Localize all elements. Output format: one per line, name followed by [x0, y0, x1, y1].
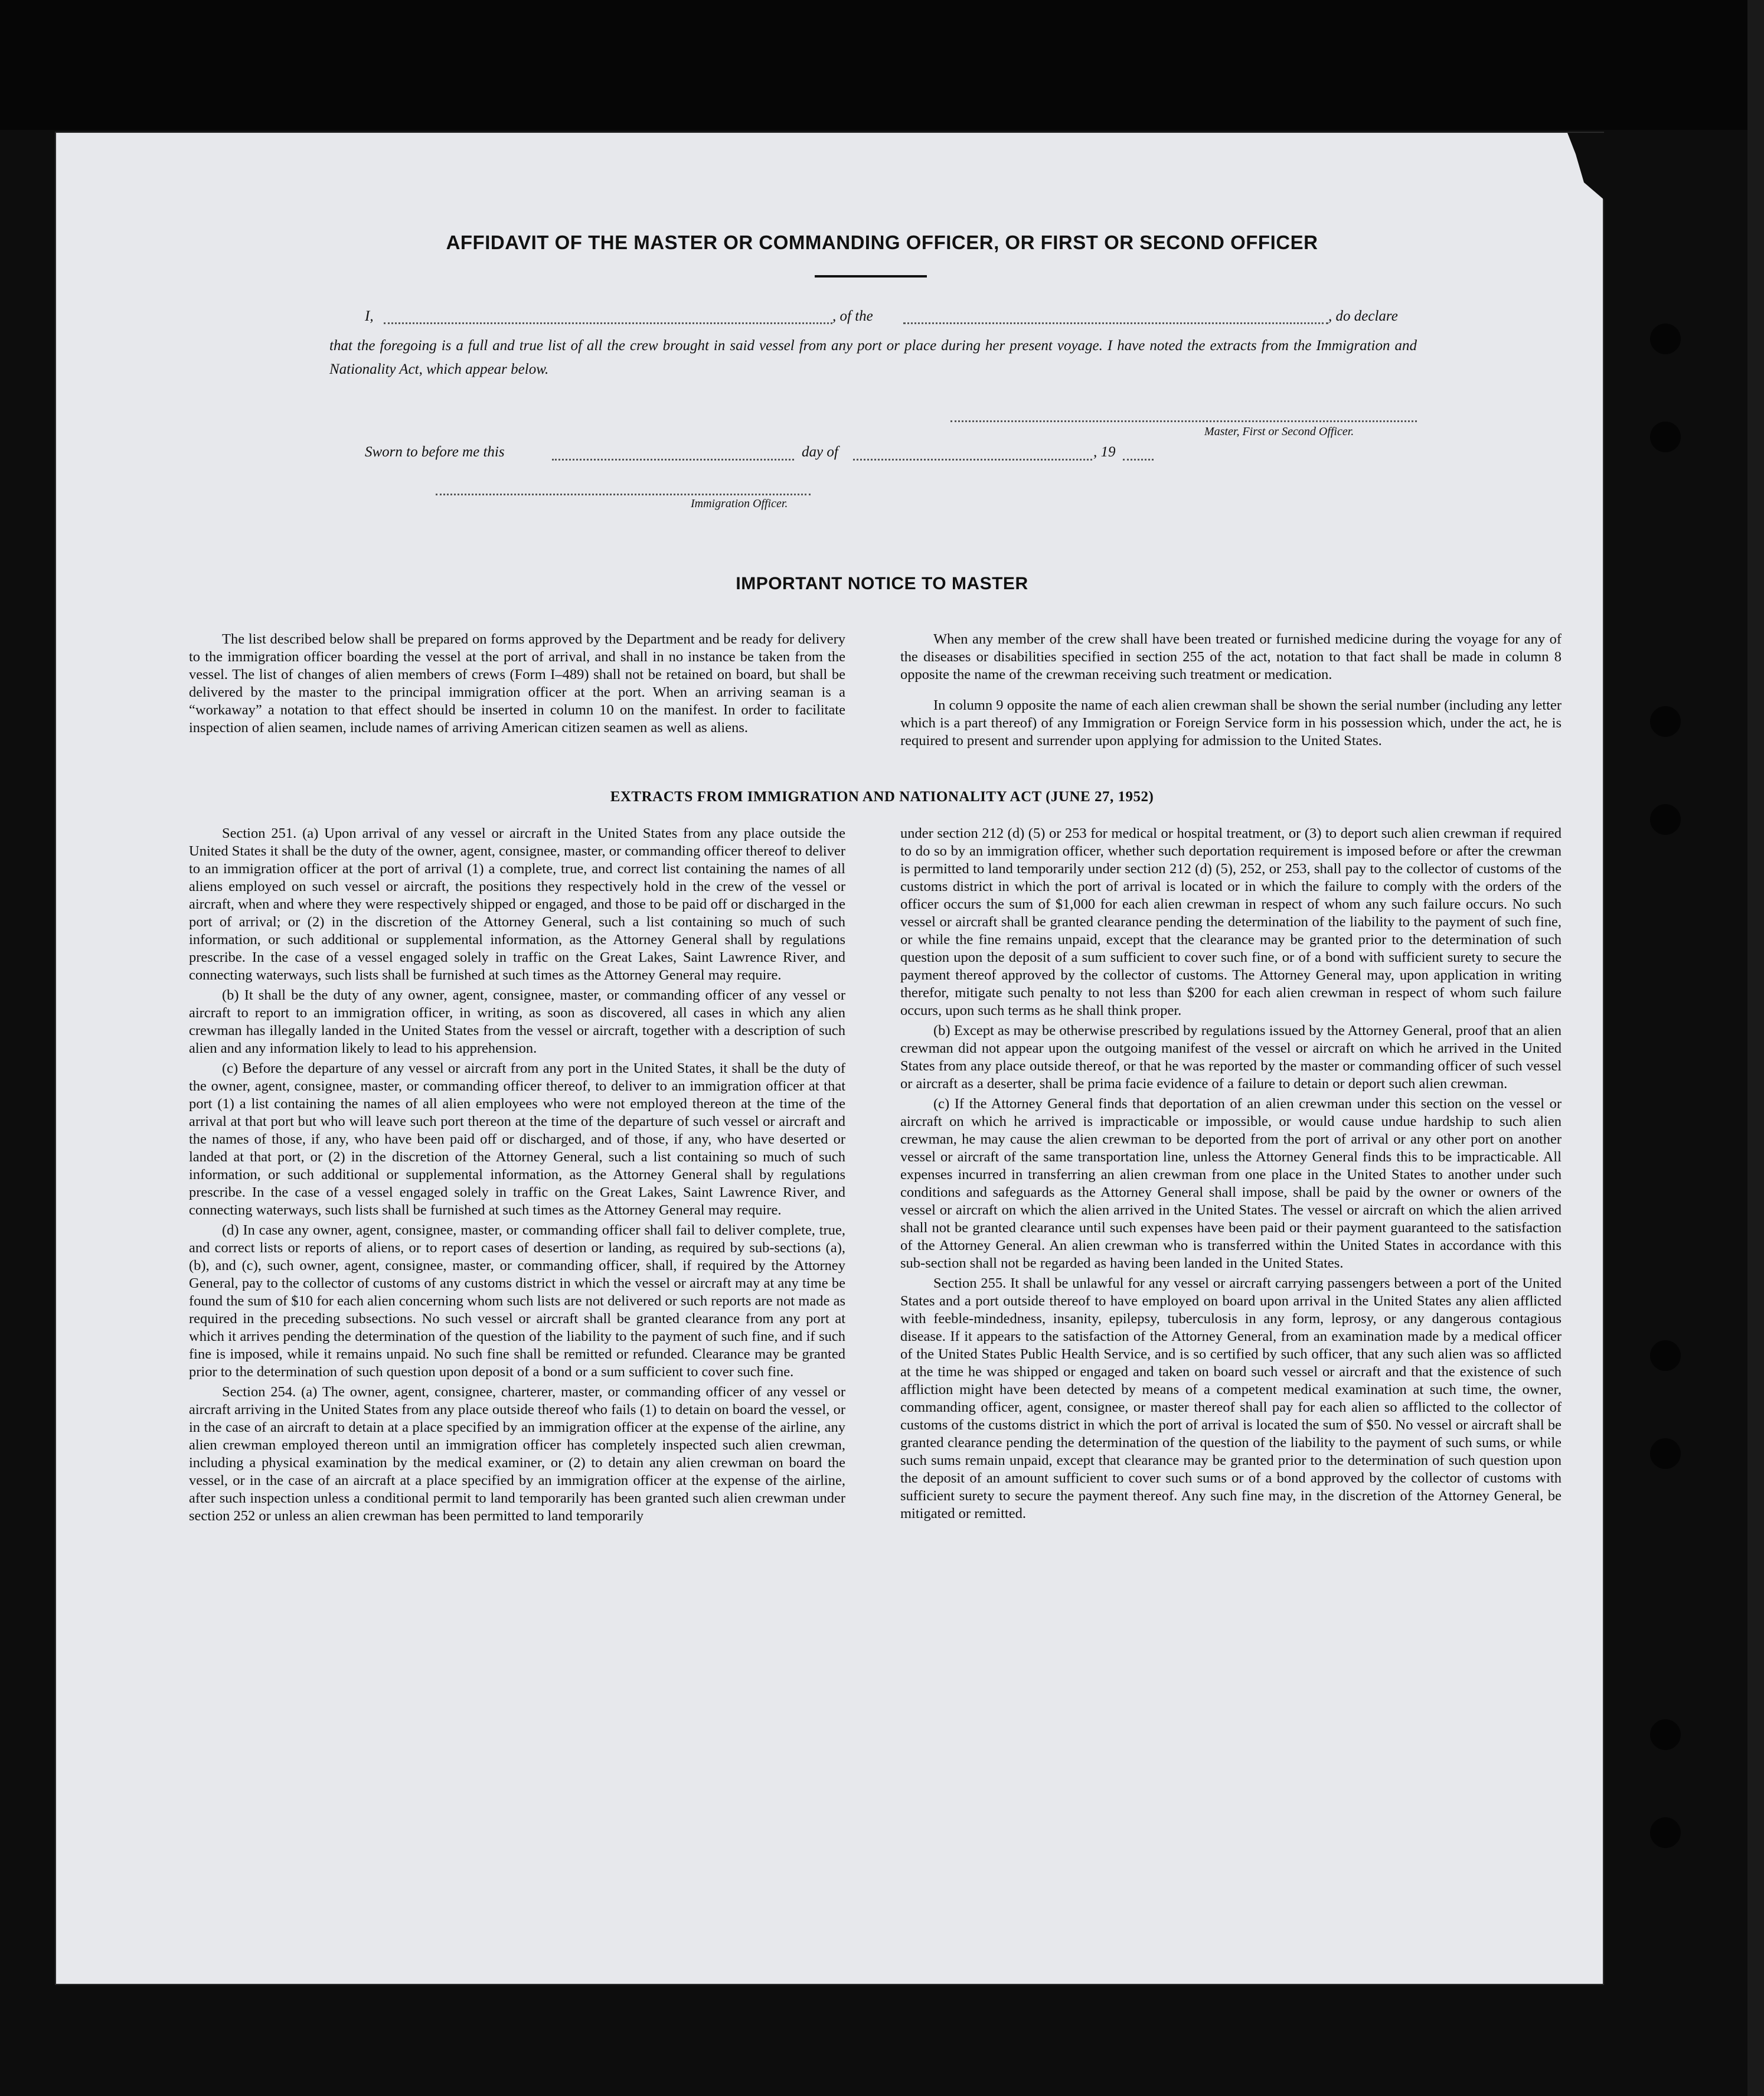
notice-title: IMPORTANT NOTICE TO MASTER — [736, 574, 1028, 593]
punch-hole — [1650, 804, 1681, 835]
declaration-do-declare-label: , do declare — [1328, 308, 1398, 324]
extracts-right-column — [900, 825, 1562, 1525]
vessel-name-field[interactable] — [903, 322, 1328, 324]
year-prefix-label: , 19 — [1093, 444, 1116, 460]
notice-left-column — [189, 631, 845, 739]
punch-hole — [1650, 1438, 1681, 1469]
affidavit-title: AFFIDAVIT OF THE MASTER OR COMMANDING OFFICER, OR FIRST OR SECOND OFFICER — [446, 231, 1318, 253]
master-signature-field[interactable] — [950, 420, 1417, 422]
act-section-paragraph: under section 212 (d) (5) or 253 for medical or hospital treatment, or (3) to deport such alien crewman if required to do so by an immigration officer, whether such deportation requirement is imposed before or after the crewman is permitted to land temporarily under section 212 (d) (5), 252, or 253, shall pay to the collector of customs of the customs district in which the port of arrival is located or in which the failure to comply with the orders of the officer occurs the sum of $1,000 for each alien crewman in respect of whom any such failure occurs. No such vessel or aircraft shall be granted clearance pending the determination of the liability to the payment of such fine, or while the fine remains unpaid, except that the clearance may be granted prior to the determination of such question upon the deposit of a sum sufficient to cover such fine, or of a bond with sufficient surety to secure the payment thereof approved by the collector of customs. The Attorney General may, upon application in writing therefor, mitigate such penalty to not less than $200 for each alien crewman in respect of whom such failure occurs, upon such terms as he shall think proper. — [900, 825, 1562, 1018]
sworn-before-label: Sworn to before me this — [365, 444, 505, 460]
punch-hole — [1650, 1817, 1681, 1848]
notice-paragraph: In column 9 opposite the name of each alien crewman shall be shown the serial number (including any letter which is a part thereof) of any Immigration or Foreign Service form in his possession which, under the act, he is required to present and surrender upon applying for admission to the United States. — [900, 697, 1562, 749]
sworn-month-field[interactable] — [853, 459, 1092, 461]
extracts-title: EXTRACTS FROM IMMIGRATION AND NATIONALITY ACT (JUNE 27, 1952) — [610, 789, 1154, 805]
extracts-left-column — [189, 825, 845, 1527]
scan-background-right — [1747, 0, 1764, 2096]
title-divider — [815, 275, 927, 277]
punch-hole — [1650, 706, 1681, 737]
officer-signature-field[interactable] — [436, 494, 811, 495]
act-section-paragraph: (b) It shall be the duty of any owner, agent, consignee, master, or commanding officer of any vessel or aircraft to report to an immigration officer, in writing, as soon as discovered, all cases in which any alien crewman has illegally landed in the United States from the vessel or aircraft, together with a description of such alien and any information likely to lead to his apprehension. — [189, 987, 845, 1056]
punch-hole — [1650, 1719, 1681, 1750]
declaration-text: that the foregoing is a full and true list of all the crew brought in said vessel from any port or place during her present voyage. I have noted the extracts from the Immigration and Nationality Act, which appear below. — [329, 338, 1417, 377]
declaration-of-the-label: , of the — [832, 308, 873, 324]
notice-paragraph: The list described below shall be prepared on forms approved by the Department and be ready for delivery to the immigration officer boarding the vessel at the port of arrival, and shall in no instance be taken from the vessel. The list of changes of alien members of crews (Form I–489) shall not be retained on board, but shall be delivered by the master to the principal immigration officer at the port. When an arriving seaman is a “workaway” a notation to that effect should be inserted in column 10 on the manifest. In order to facilitate inspection of alien seamen, include names of arriving American citizen seamen as well as aliens. — [189, 631, 845, 736]
master-signature-caption: Master, First or Second Officer. — [1204, 425, 1354, 438]
punch-hole — [1650, 1340, 1681, 1371]
officer-signature-caption: Immigration Officer. — [691, 497, 788, 510]
act-section-paragraph: (c) If the Attorney General finds that deportation of an alien crewman under this section on the vessel or aircraft on which he arrived is impracticable or impossible, or would cause undue hardship to such alien crewman, he may cause the alien crewman to be deported from the port of arrival or any other port on another vessel or aircraft of the same transportation line, unless the Attorney General finds this to be impracticable. All expenses incurred in transferring an alien crewman from one place in the United States to another under such conditions and safeguards as the Attorney General shall impose, shall be paid by the owner or owners of the vessel or aircraft on which the alien arrived in the United States. The vessel or aircraft on which the alien arrived shall not be granted clearance until such expenses have been paid or their payment guaranteed to the satisfaction of the Attorney General. An alien crewman who is transferred within the United States in accordance with this sub-section shall not be regarded as having been landed in the United States. — [900, 1096, 1562, 1271]
day-of-label: day of — [802, 444, 838, 460]
act-section-paragraph: (c) Before the departure of any vessel or aircraft from any port in the United States, it shall be the duty of the owner, agent, consignee, master, or commanding officer thereof, to deliver to an immigration officer at that port (1) a list containing the names of all alien employees who were not employed thereon at the time of the arrival at that port but who will leave such port thereon at the time of the departure of such vessel or aircraft and the names of those, if any, who have been paid off or discharged, and of those, if any, who have deserted or landed at that port, or (2) in the discretion of the Attorney General, such a list containing so much of such information, or such additional or supplemental information, as the Attorney General shall by regulations prescribe. In the case of a vessel engaged solely in traffic on the Great Lakes, Saint Lawrence River, and connecting waterways, such lists shall be furnished at such times as the Attorney General may require. — [189, 1060, 845, 1218]
scan-background-top — [0, 0, 1764, 130]
act-section-paragraph: Section 255. It shall be unlawful for any vessel or aircraft carrying passengers between a port of the United States and a port outside thereof to have employed on board upon arrival in the United States any alien afflicted with feeble-mindedness, insanity, epilepsy, tuberculosis in any form, leprosy, or any dangerous contagious disease. If it appears to the satisfaction of the Attorney General, from an examination made by a medical officer of the United States Public Health Service, and is so certified by such officer, that any such alien was so afflicted at the time he was shipped or engaged and taken on board such vessel or aircraft and that the existence of such affliction might have been detected by means of a competent medical examination at such time, the owner, commanding officer, agent, consignee, or master thereof shall pay for each alien so afflicted to the collector of customs of the customs district in which the port of arrival is located the sum of $50. No vessel or aircraft shall be granted clearance pending the determination of the question of the liability to the payment of such sums, or while such sums remain unpaid, except that clearance may be granted prior to the determination of such question upon the deposit of an amount sufficient to cover such sums or of a bond approved by the collector of customs with sufficient surety to secure the payment thereof. Any such fine may, in the discretion of the Attorney General, be mitigated or remitted. — [900, 1275, 1562, 1522]
act-section-paragraph: (d) In case any owner, agent, consignee, master, or commanding officer shall fail to deliver complete, true, and correct lists or reports of aliens, or to report cases of desertion or landing, as required by sub-sections (a), (b), and (c), such owner, agent, consignee, master, or commanding officer, shall, if required by the Attorney General, pay to the collector of customs of any customs district in which the vessel or aircraft may at any time be found the sum of $10 for each alien concerning whom such lists are not delivered or such reports are not made as required in the preceding subsections. No such vessel or aircraft shall be granted clearance from any port at which it arrives pending the determination of the question of the liability to the payment of such fine, and if such fine is imposed, while it remains unpaid. No such fine shall be remitted or refunded. Clearance may be granted prior to the determination of such question upon deposit of a bond or a sum sufficient to cover such fine. — [189, 1222, 845, 1380]
sworn-year-field[interactable] — [1123, 459, 1154, 461]
declaration-i-label: I, — [365, 308, 374, 324]
punch-hole — [1650, 422, 1681, 452]
master-name-field[interactable] — [384, 322, 832, 324]
notice-paragraph: When any member of the crew shall have been treated or furnished medicine during the voyage for any of the diseases or disabilities specified in section 255 of the act, notation to that fact shall be made in column 8 opposite the name of the crewman receiving such treatment or medication. — [900, 631, 1562, 683]
sworn-day-field[interactable] — [552, 459, 794, 461]
act-section-paragraph: (b) Except as may be otherwise prescribed by regulations issued by the Attorney General, proof that an alien crewman did not appear upon the outgoing manifest of the vessel or aircraft on which he arrived in the United States from any place outside thereof, or that he was reported by the master or commanding officer of such vessel or aircraft as a deserter, shall be prima facie evidence of a failure to detain or deport such alien crewman. — [900, 1023, 1562, 1092]
act-section-paragraph: Section 254. (a) The owner, agent, consignee, charterer, master, or commanding officer of any vessel or aircraft arriving in the United States from any place outside thereof who fails (1) to detain on board the vessel, or in the case of an aircraft to detain at a place specified by an immigration officer at the expense of the airline, any alien crewman employed thereon until an immigration officer has completely inspected such alien crewman, including a physical examination by the medical examiner, or (2) to detain any alien crewman on board the vessel, or in the case of an aircraft at a place specified by an immigration officer at the expense of the airline, after such inspection unless a conditional permit to land temporarily has been granted such alien crewman under section 252 or unless an alien crewman has been permitted to land temporarily — [189, 1384, 845, 1524]
act-section-paragraph: Section 251. (a) Upon arrival of any vessel or aircraft in the United States from any place outside the United States it shall be the duty of the owner, agent, consignee, master, or commanding officer thereof to deliver to an immigration officer at the port of arrival (1) a complete, true, and correct list containing the names of all aliens employed on such vessel or aircraft, the positions they respectively hold in the crew of the vessel or aircraft, when and where they were respectively shipped or engaged, and those to be paid off or discharged in the port of arrival; or (2) in the discretion of the Attorney General, such a list containing so much of such information, or such additional or supplemental information, as the Attorney General shall by regulations prescribe. In the case of a vessel engaged solely in traffic on the Great Lakes, Saint Lawrence River, and connecting waterways, such lists shall be furnished at such times as the Attorney General may require. — [189, 825, 845, 983]
punch-hole — [1650, 324, 1681, 354]
notice-right-column — [900, 631, 1562, 752]
